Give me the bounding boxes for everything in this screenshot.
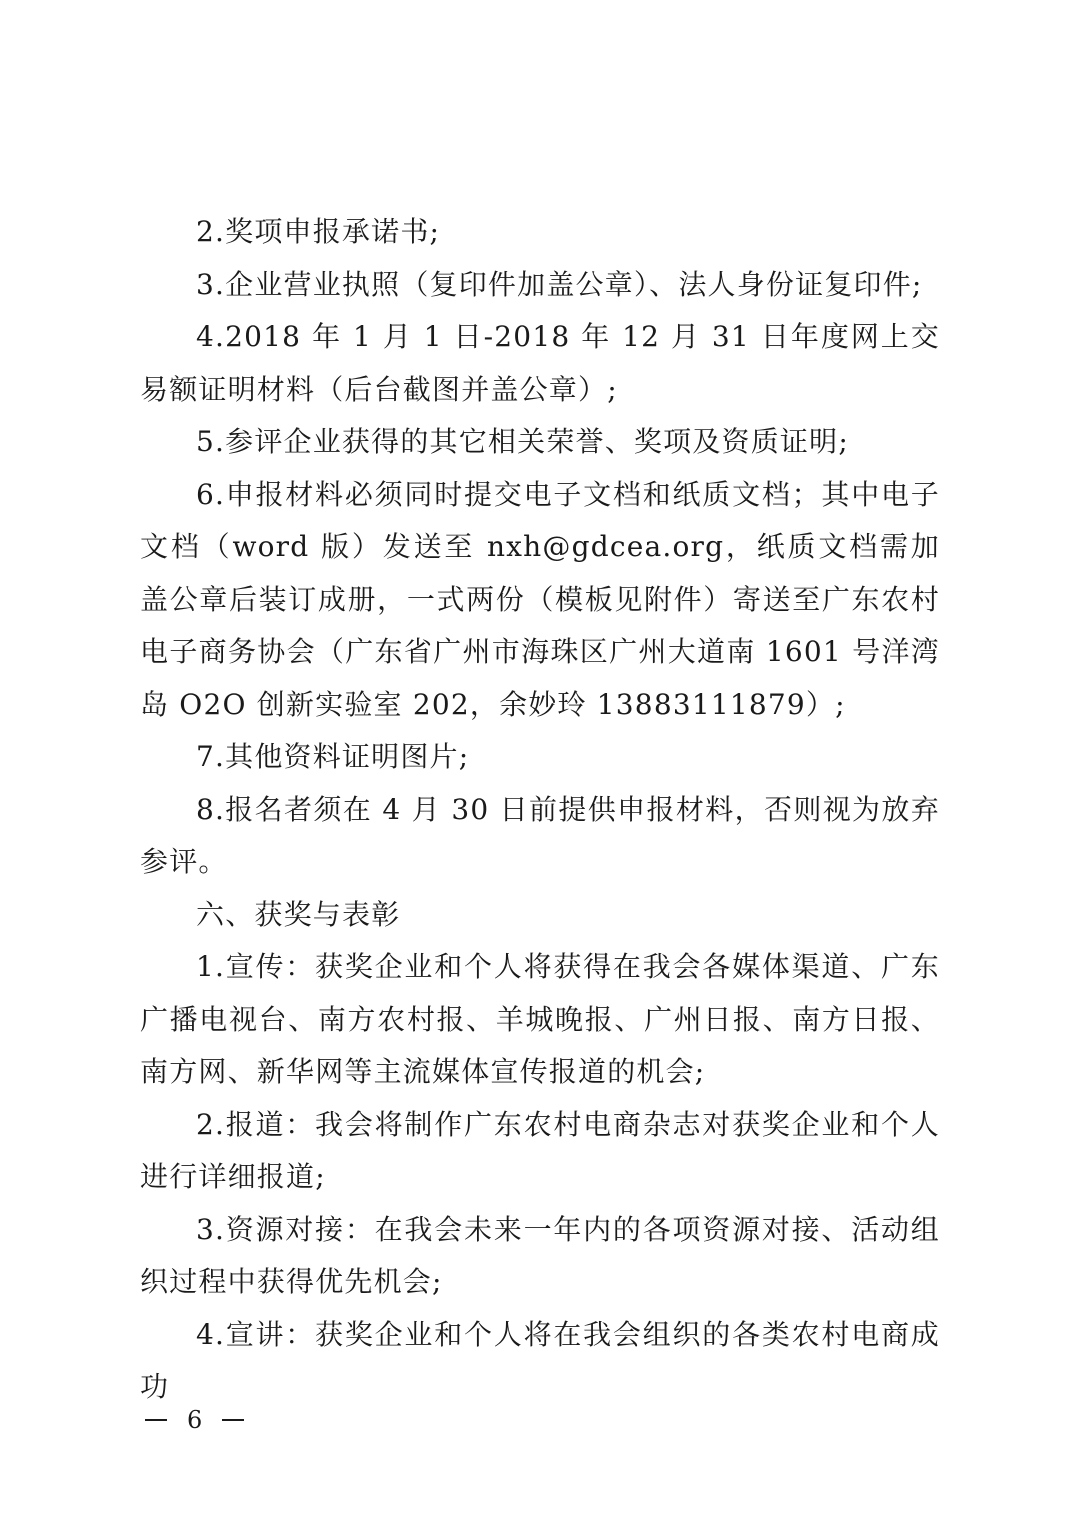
- footer-dash-left: [145, 1419, 167, 1421]
- list-item-8: 8.报名者须在 4 月 30 日前提供申报材料，否则视为放弃参评。: [140, 792, 940, 878]
- award-item-4: 4.宣讲：获奖企业和个人将在我会组织的各类农村电商成功: [140, 1317, 940, 1403]
- list-item-3: 3.企业营业执照（复印件加盖公章）、法人身份证复印件;: [196, 267, 923, 301]
- list-item-5: 5.参评企业获得的其它相关荣誉、奖项及资质证明;: [196, 425, 849, 458]
- list-item-6: 6.申报材料必须同时提交电子文档和纸质文档；其中电子文档（word 版）发送至 nxh@gdcea.org，纸质文档需加盖公章后装订成册，一式两份（模板见附件）寄送至广东农村电子商务协会（广东省广州市海珠区广州大道南 1601 号洋湾岛 O2O 创新实验室 202，余妙玲 13883111879）;: [140, 477, 940, 721]
- section-heading: 六、获奖与表彰: [196, 897, 401, 931]
- page-footer: [145, 1402, 244, 1438]
- document-body: [140, 206, 940, 1414]
- award-item-3: 3.资源对接：在我会未来一年内的各项资源对接、活动组织过程中获得优先机会;: [140, 1212, 940, 1298]
- list-item-2: 2.奖项申报承诺书;: [196, 215, 441, 248]
- list-item-4: 4.2018 年 1 月 1 日-2018 年 12 月 31 日年度网上交易额证明材料（后台截图并盖公章）;: [140, 320, 940, 406]
- page-number: 6: [187, 1406, 203, 1434]
- list-item-7: 7.其他资料证明图片;: [196, 740, 470, 773]
- award-item-1: 1.宣传：获奖企业和个人将获得在我会各媒体渠道、广东广播电视台、南方农村报、羊城晚报、广州日报、南方日报、南方网、新华网等主流媒体宣传报道的机会;: [140, 950, 940, 1088]
- footer-dash-right: [222, 1419, 244, 1421]
- award-item-2: 2.报道：我会将制作广东农村电商杂志对获奖企业和个人进行详细报道;: [140, 1107, 940, 1193]
